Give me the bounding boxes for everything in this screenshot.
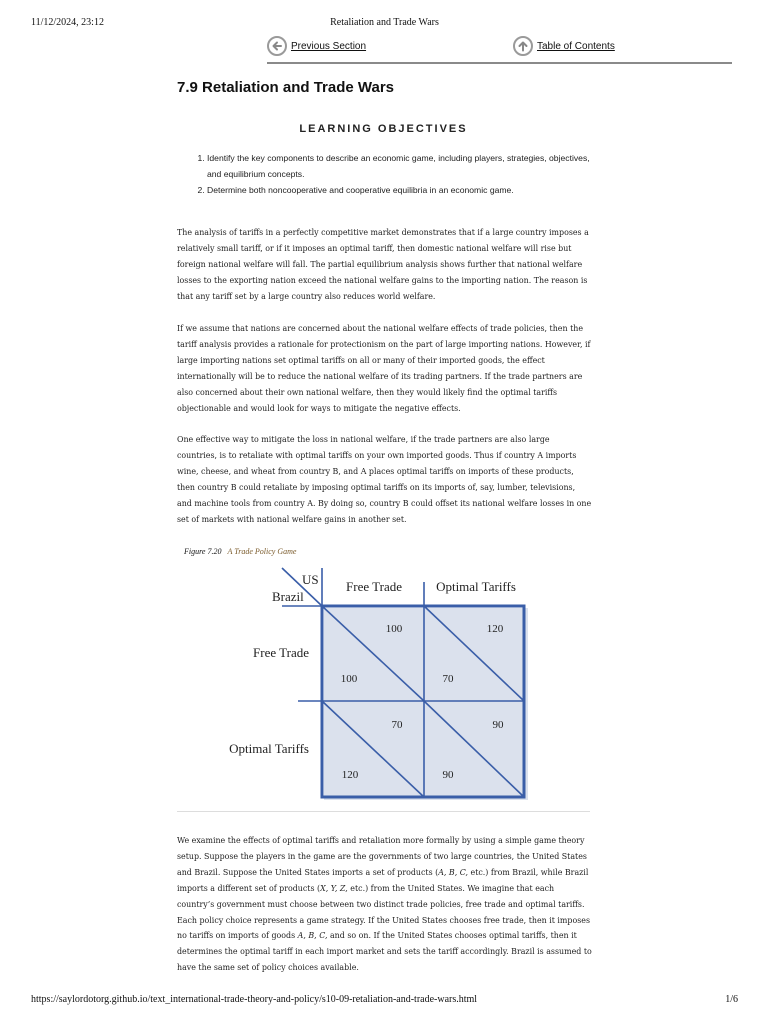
page-title: 7.9 Retaliation and Trade Wars <box>177 79 395 96</box>
paragraph-text: and so on. If the United States chooses optimal tariffs, then it determines the optimal tariff in each import market and sets the tariff accordingly. Brazil is assumed to have the same set of policy choices available. <box>177 931 592 973</box>
print-page-number: 1/6 <box>725 994 738 1005</box>
payoff-brazil: 90 <box>442 769 454 781</box>
objective-item: 1. Identify the key components to describe an economic game, including players, strategies, objectives, and equilibrium concepts. <box>207 150 590 182</box>
print-datetime: 11/12/2024, 23:12 <box>31 17 104 28</box>
figure-caption <box>184 547 296 556</box>
print-title: Retaliation and Trade Wars <box>330 17 439 28</box>
paragraph: If we assume that nations are concerned about the national welfare effects of trade policies, then the tariff analysis provides a rationale for protectionism on the part of large importing nations. However, if large importing nations set optimal tariffs on all or many of their imported goods, the effect internationally will be to reduce the national welfare of its trading partners. If the trade partners are also concerned about their own national welfare, then they would likely find the optimal tariffs objectionable and would look for ways to mitigate the negative effects. <box>177 324 591 413</box>
trade-policy-game-figure <box>220 562 538 812</box>
figure-divider <box>177 811 590 812</box>
payoff-us: 100 <box>385 623 403 635</box>
goods-list: X, Y, Z, <box>320 883 348 893</box>
print-header <box>31 17 738 31</box>
arrow-up-icon[interactable] <box>513 36 533 56</box>
row-header-free-trade: Free Trade <box>253 645 309 660</box>
previous-section-label[interactable]: Previous Section <box>291 40 367 52</box>
player-left-label: Brazil <box>272 589 304 604</box>
arrow-left-icon[interactable] <box>267 36 287 56</box>
paragraph-text: etc.) from Brazil, while Brazil imports a different set of products ( <box>177 867 589 893</box>
learning-objectives-list <box>177 150 590 198</box>
payoff-us: 120 <box>486 623 504 635</box>
section-navigation <box>267 36 732 64</box>
table-of-contents-label[interactable]: Table of Contents <box>537 40 615 52</box>
payoff-us: 90 <box>492 719 504 731</box>
figure-number: Figure 7.20 <box>184 547 222 556</box>
previous-section-link[interactable] <box>267 36 366 56</box>
print-url: https://saylordotorg.github.io/text_international-trade-theory-and-policy/s10-09-retaliation-and-trade-wars.html <box>31 994 478 1005</box>
goods-list: A, B, C, <box>438 867 469 877</box>
column-header-free-trade: Free Trade <box>346 579 402 594</box>
payoff-brazil: 100 <box>340 673 358 685</box>
paragraph-text: etc.) from the United States. We imagine that each country’s government must choose between two distinct trade policies, free trade and optimal tariffs. Each policy choice represents a game strategy. If the United States chooses free trade, then it imposes no tariffs on imports of goods <box>177 883 590 941</box>
paragraph: The analysis of tariffs in a perfectly competitive market demonstrates that if a large country imposes a relatively small tariff, or if it imposes an optimal tariff, then domestic national welfare will rise but foreign national welfare will fall. The partial equilibrium analysis shows further that national welfare losses to the exporting nation exceed the national welfare gains to the importing nation. The reason is that any tariff set by a large country also reduces world welfare. <box>177 228 589 301</box>
goods-list: A, B, C, <box>297 931 328 941</box>
row-header-optimal-tariffs: Optimal Tariffs <box>229 741 309 756</box>
table-of-contents-link[interactable] <box>513 36 615 56</box>
paragraph: One effective way to mitigate the loss in national welfare, if the trade partners are also large countries, is to retaliate with optimal tariffs on your own imported goods. Thus if country A imports wine, cheese, and wheat from country B, and A places optimal tariffs on imports of these products, then country B could retaliate by imposing optimal tariffs on its imports of, say, lumber, televisions, and machine tools from country A. By doing so, country B could offset its national welfare losses in one set of markets with national welfare gains in another set. <box>177 435 592 524</box>
learning-objectives-heading: LEARNING OBJECTIVES <box>299 123 468 135</box>
payoff-brazil: 120 <box>341 769 359 781</box>
payoff-us: 70 <box>391 719 403 731</box>
column-header-optimal-tariffs: Optimal Tariffs <box>436 579 516 594</box>
print-footer <box>31 994 738 1008</box>
player-top-label: US <box>302 572 319 587</box>
paragraph <box>177 833 592 976</box>
paragraph-text: We examine the effects of optimal tariffs and retaliation more formally by using a simple game theory setup. Suppose the players in the game are the governments of two large countries, the United States and Brazil. Suppose the United States imports a set of products ( <box>177 836 587 877</box>
figure-title[interactable]: A Trade Policy Game <box>227 547 297 556</box>
payoff-brazil: 70 <box>442 673 454 685</box>
objective-item: 2. Determine both noncooperative and cooperative equilibria in an economic game. <box>207 182 590 198</box>
